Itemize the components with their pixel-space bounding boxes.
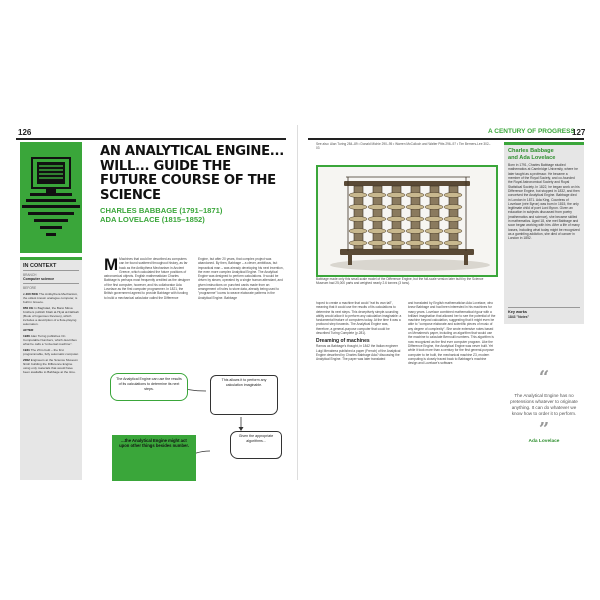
see-also-text: See also: Alan Turing 284–89 • Donald Michie 290–95 • Warren McCulloch and Walter Pitts 296–97 • Tim Berners-Lee 302–03: [316, 142, 491, 151]
difference-engine-image: [318, 167, 496, 275]
right-body-column-2: [408, 301, 496, 477]
flow-node-start: [110, 373, 188, 401]
right-body-text-2: and translated by English mathematician Ada Lovelace, who knew Babbage and had been interested in his machines for many years. Lovelace combined mathematical rigour with a brilliant imagination that allowed her to see the potential of the machine beyond calculation, suggesting that it might even be able to "compose elaborate and scientific pieces of music of any degree of complexity". She wrote extensive notes based on Menabrea's paper, including an algorithm that would use the machine to calculate Bernoulli numbers. This algorithm is now recognized as the first ever computer program. Like the Difference Engine, the Analytical Engine was never built. Yet while it took more than a century for the first general-purpose computer to be built, the mechanical machine Z3, modern computing is closely traced back to Babbage's machine design and Lovelace's software.: [408, 301, 496, 366]
page-number-left: 126: [18, 128, 32, 137]
timeline-year: 1941: [23, 348, 31, 352]
bio-text: Born in 1791, Charles Babbage studied mathematics at Cambridge University, where he later taught as a professor. He became a member of the Royal Society, and co-founded the Royal Astronomical Society and Royal Statistical Society. In 1822, he began work on his Difference Engine, but stopped in 1832, and then conceived the Analytical Engine. Babbage died in London in 1871. Ada King, Countess of Lovelace (née Byron) was born in 1815, the only legitimate child of poet Lord Byron. Given an education in subjects discussed from poetry (mathematics and science), she became skilled in mathematics. Aged 18, she met Babbage and soon began working with him. After a life of many losses, including what today might be recognized as a gambling addiction, she died of cancer in London in 1852.: [508, 163, 580, 241]
timeline-year: 1936: [23, 334, 31, 338]
header-rule-left: [16, 138, 286, 140]
photo-caption-text: Babbage made only this small-scale model of the Difference Engine, but the full-scale version later built by the Science Museum had 25,000 parts and weighed nearly 2.6 tonnes (3 tons).: [316, 277, 484, 286]
pull-quote: [508, 367, 580, 481]
chapter-icon-block: [20, 142, 82, 253]
left-body-text-2: Engine, but after 20 years, that complex project was abandoned. By then, Babbage – a clever, ambitious, but impractical man – was already developing his next invention, the even more complex Analytical Engine. The Analytical Engine was designed to perform calculations. It would be driven by steam, operated by a single human attendant, and given instructions on punched cards made from an arrangement of holes to store data, already being used to "programme" looms to weave elaborate patterns in the Analytical Engine. Babbage: [198, 257, 284, 300]
computer-engine-icon: [20, 142, 82, 253]
timeline-item: [23, 334, 79, 346]
quote-text: The Analytical Engine has no pretensions whatever to originate anything. It can do whatever we know how to order it to perform.: [510, 393, 578, 416]
article-subtitle-2: ADA LOVELACE (1815–1852): [100, 215, 205, 224]
header-rule-right: [308, 138, 584, 140]
left-body-column-2: [198, 257, 284, 357]
section-heading-dreaming: Dreaming of machines: [316, 338, 370, 345]
timeline-text: The Antikythera Mechanism, the oldest known analogue computer, is built in Greece.: [23, 292, 79, 304]
timeline-text: Alan Turing publishes On Computable Numbers, which describes what he calls a "universal machine".: [23, 334, 77, 346]
timeline-item: [23, 358, 79, 374]
close-quote-icon: ”: [538, 419, 550, 440]
flow-node-capability: [210, 375, 278, 415]
key-works-item: 1843 "Notes": [508, 315, 530, 320]
right-body-text-1b: Ramos as Babbage's thought, in 1842 the Italian engineer Luigi Menabrea published a paper (French) of the Analytical Engine described by Charles Babbage Ada? discussing the Analytical Engine. The paper was later translated: [316, 344, 401, 362]
timeline-text: The Z3 is built – the first programmable, fully automatic computer.: [23, 348, 79, 356]
in-context-header: IN CONTEXT: [23, 263, 57, 269]
in-context-panel: [20, 257, 82, 480]
flow-mid-bottom-text: Given the appropriate algorithms...: [238, 434, 274, 443]
timeline-text: In Baghdad, the Banū Mūsa brothers publish Kitab al-Hiyal al-Nafisah (Book of Ingenious Devices), which includes a description of a flute-playing automaton.: [23, 306, 79, 326]
flow-node-end: [112, 435, 196, 481]
article-subtitle-1: CHARLES BABBAGE (1791–1871): [100, 206, 223, 215]
right-body-column-1: [316, 301, 402, 477]
article-title-block: [100, 145, 290, 224]
key-works-label: Key works: [508, 310, 527, 315]
timeline-year: AFTER: [23, 328, 34, 332]
section-header: A CENTURY OF PROGRESS: [488, 128, 575, 135]
quote-author: Ada Lovelace: [528, 439, 560, 444]
branch-value: Computer science: [23, 277, 55, 281]
page-number-right: 127: [572, 128, 586, 137]
open-quote-icon: “: [538, 367, 550, 388]
left-body-text-1: Machines that could be described as computers can be found scattered throughout history, as far back as the Antikythera Mechanism in Ancient Greece, which calculated the future positions of astronomical objects. English mathematician Charles Babbage is perhaps most frequently credited as the designer of the first computer, however, and his collaborator Ada Lovelace as the first computer programmer. In 1821, the British government agreed to provide Babbage with funding to build a mechanical calculator called the Difference: [104, 257, 190, 300]
flow-mid-top-text: This allows it to perform any calculation imaginable.: [221, 378, 267, 387]
see-also: [316, 142, 491, 150]
bio-title-1: Charles Babbage: [508, 148, 554, 154]
bio-title-2: and Ada Lovelace: [508, 154, 556, 161]
flow-start-text: The Analytical Engine can use the results of its calculations to determine its next steps.: [116, 377, 182, 391]
timeline-item: [23, 328, 79, 332]
in-context-timeline: [20, 292, 82, 374]
left-body-column-1: M Machines that could be described as computers can be found scattered throughout history, as far back as the Antikythera Mechanism in Ancient Greece, which calculated the future positions of astronomical objects. English mathematician Charles Babbage is perhaps most frequently credited as the designer of the first computer, however, and his collaborator Ada Lovelace as the first computer programmer. In 1821, the British government agreed to provide Babbage with funding to build a mechanical calculator called the Difference: [104, 257, 190, 300]
flow-node-algorithms: [230, 431, 282, 459]
bio-sidebar: [504, 142, 584, 324]
timeline-text: Engineers at the Science Museum finish building the Difference Engine using only materials that would have been available to Babbage at the time.: [23, 358, 78, 374]
right-body-text-1: hoped to create a machine that could "eat its own tail", meaning that it could use the results of its calculations to determine its next steps. This deceptively simple-sounding ability would allow it to perform any calculation imaginable: a fundamental feature of computers today. At the time it was a profound step forwards. The Analytical Engine was, therefore, a general-purpose computer that could be described Turing Complete (p.281).: [316, 301, 402, 336]
book-spread: [16, 125, 584, 480]
flow-end-text: ...the Analytical Engine might act upon other things besides number.: [119, 438, 189, 449]
page-gutter: [297, 125, 298, 480]
timeline-item: [23, 292, 79, 304]
before-label: BEFORE: [23, 286, 37, 290]
timeline-year: 2002: [23, 358, 31, 362]
timeline-item: [23, 306, 79, 326]
timeline-year: c.100 BCE: [23, 292, 39, 296]
photo-caption: [316, 277, 496, 285]
article-title: AN ANALYTICAL ENGINE... WILL... GUIDE THE FUTURE COURSE OF THE SCIENCE: [100, 145, 284, 203]
difference-engine-photo: [316, 165, 498, 277]
branch-label: BRANCH: [23, 273, 37, 277]
timeline-year: 850 CE: [23, 306, 35, 310]
timeline-item: [23, 348, 79, 356]
